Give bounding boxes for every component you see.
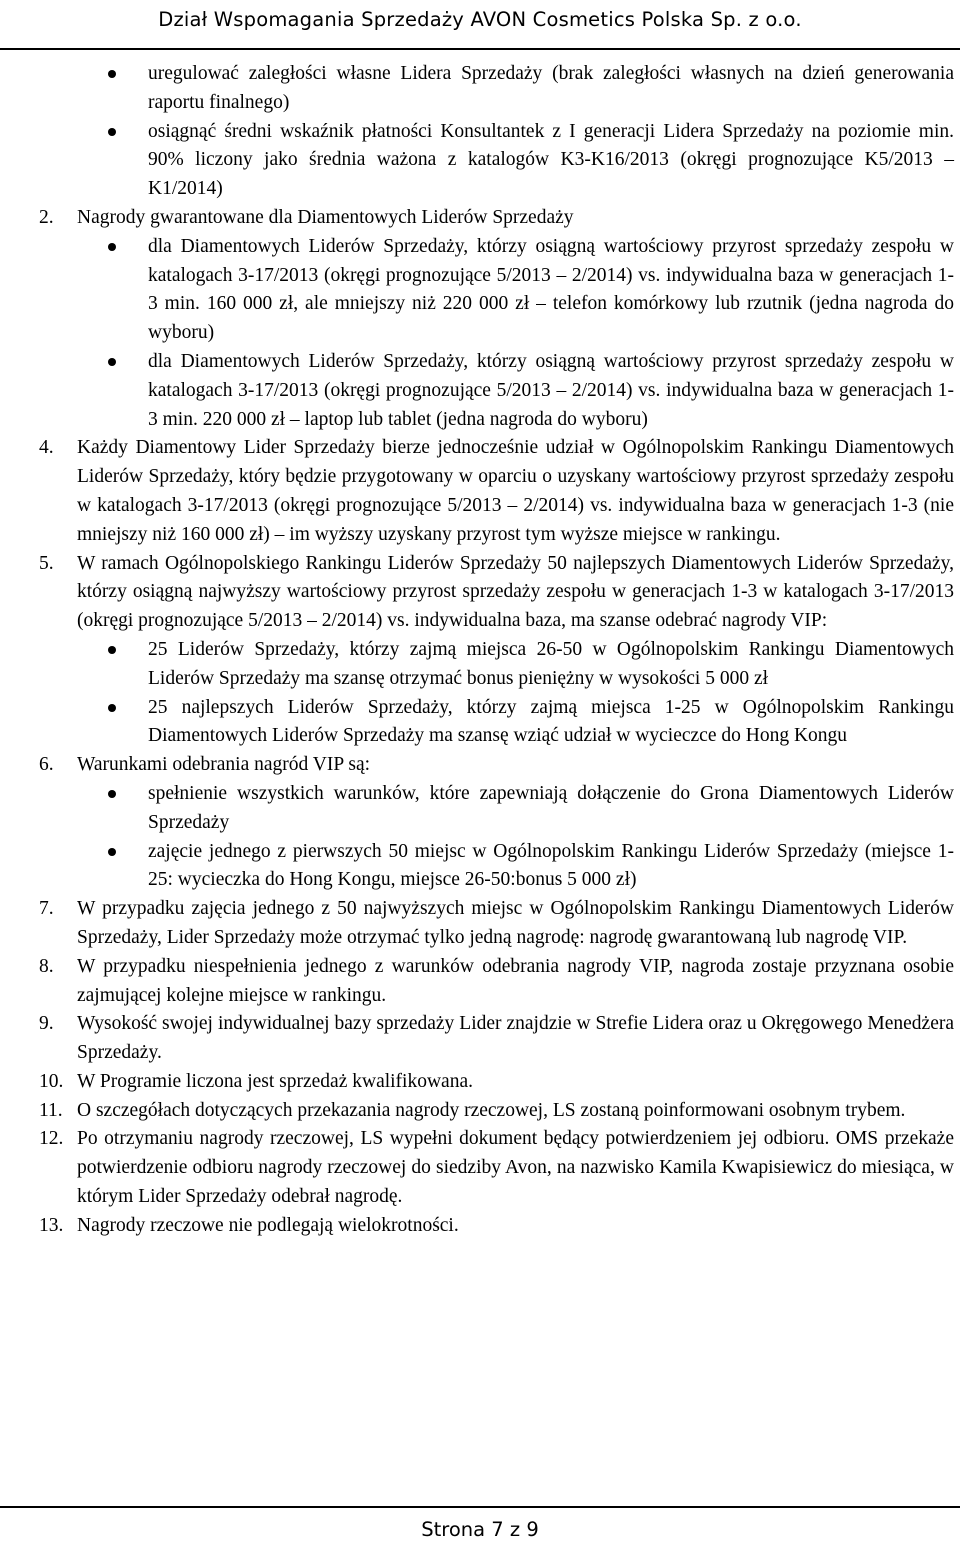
item-number: 2.: [39, 206, 54, 228]
item-number: 9.: [39, 1013, 54, 1035]
list-item: uregulować zaległości własne Lidera Sprzedaży (brak zaległości własnych na dzień generowania raportu finalnego): [39, 60, 954, 118]
list-item: 25 Liderów Sprzedaży, którzy zajmą miejsca 26-50 w Ogólnopolskim Rankingu Diamentowych Liderów Sprzedaży ma szansę otrzymać bonus pieniężny w wysokości 5 000 zł: [39, 636, 954, 694]
list-item: spełnienie wszystkich warunków, które zapewniają dołączenie do Grona Diamentowych Liderów Sprzedaży: [39, 780, 954, 838]
item-text: W ramach Ogólnopolskiego Rankingu Liderów Sprzedaży 50 najlepszych Diamentowych Liderów Sprzedaży, którzy osiągną najwyższy wartościowy przyrost sprzedaży zespołu w generacjach 1-3 w katalogach 3-17/2013 (okręgi prognozujące 5/2013 – 2/2014) vs. indywidualna baza, ma szanse odebrać nagrody VIP:: [77, 552, 954, 632]
numbered-item: [39, 1125, 954, 1211]
item-number: 5.: [39, 552, 54, 574]
list-item: 25 najlepszych Liderów Sprzedaży, którzy zajmą miejsca 1-25 w Ogólnopolskim Rankingu Diamentowych Liderów Sprzedaży ma szansę wziąć udział w wycieczce do Hong Kongu: [39, 694, 954, 752]
bullet-icon: [108, 704, 116, 712]
list-item: zajęcie jednego z pierwszych 50 miejsc w Ogólnopolskim Rankingu Liderów Sprzedaży (miejsce 1-25: wycieczka do Hong Kongu, miejsce 26-50:bonus 5 000 zł): [39, 838, 954, 896]
numbered-item: [39, 895, 954, 953]
item-text: W przypadku zajęcia jednego z 50 najwyższych miejsc w Ogólnopolskim Rankingu Diamentowych Liderów Sprzedaży, Lider Sprzedaży może otrzymać tylko jedną nagrodę: nagrodę gwarantowaną lub nagrodę VIP.: [77, 898, 954, 948]
list-item: dla Diamentowych Liderów Sprzedaży, którzy osiągną wartościowy przyrost sprzedaży zespołu w katalogach 3-17/2013 (okręgi prognozujące 5/2013 – 2/2014) vs. indywidualna baza w generacjach 1-3 min. 220 000 zł – laptop lub tablet (jedna nagroda do wyboru): [39, 348, 954, 434]
numbered-item: [39, 1212, 954, 1241]
item-number: 7.: [39, 898, 54, 920]
page-header: [0, 0, 960, 50]
header-title: Dział Wspomagania Sprzedaży AVON Cosmetics Polska Sp. z o.o.: [158, 8, 802, 31]
bullet-list: [39, 636, 954, 751]
list-item: osiągnąć średni wskaźnik płatności Konsultantek z I generacji Lidera Sprzedaży na poziomie min. 90% liczony jako średnia ważona z katalogów K3-K16/2013 (okręgi prognozujące K5/2013 – K1/2014): [39, 118, 954, 204]
numbered-item: [39, 751, 954, 780]
bullet-list: [39, 233, 954, 435]
item-text: Nagrody gwarantowane dla Diamentowych Liderów Sprzedaży: [77, 206, 574, 228]
bullet-list: [39, 780, 954, 895]
page-number: Strona 7 z 9: [421, 1518, 539, 1541]
item-number: 10.: [39, 1070, 64, 1092]
intro-bullet-list: [39, 60, 954, 204]
item-text: W Programie liczona jest sprzedaż kwalifikowana.: [77, 1070, 473, 1092]
item-text: O szczegółach dotyczących przekazania nagrody rzeczowej, LS zostaną poinformowani osobnym trybem.: [77, 1099, 906, 1121]
numbered-item: [39, 953, 954, 1011]
page-footer: [0, 1506, 960, 1555]
numbered-item: [39, 1068, 954, 1097]
item-text: W przypadku niespełnienia jednego z warunków odebrania nagrody VIP, nagroda zostaje przyznana osobie zajmującej kolejne miejsce w rankingu.: [77, 955, 954, 1006]
bullet-icon: [108, 70, 116, 78]
numbered-item: [39, 204, 954, 233]
bullet-icon: [108, 790, 116, 798]
document-body: [39, 60, 954, 1241]
item-text: Warunkami odebrania nagród VIP są:: [77, 754, 371, 776]
numbered-item: [39, 1097, 954, 1126]
item-number: 6.: [39, 754, 54, 776]
item-text: Każdy Diamentowy Lider Sprzedaży bierze jednocześnie udział w Ogólnopolskim Rankingu Diamentowych Liderów Sprzedaży, który będzie przygotowany w oparciu o uzyskany wartościowy przyrost sprzedaży zespołu w katalogach 3-17/2013 (okręgi prognozujące 5/2013 – 2/2014) vs. indywidualna baza w generacjach 1-3 (nie mniejszy niż 160 000 zł) – im wyższy uzyskany przyrost tym wyższe miejsce w rankingu.: [77, 437, 954, 545]
item-number: 11.: [39, 1099, 63, 1121]
bullet-icon: [108, 358, 116, 366]
item-number: 12.: [39, 1128, 64, 1150]
bullet-icon: [108, 128, 116, 136]
item-text: Wysokość swojej indywidualnej bazy sprzedaży Lider znajdzie w Strefie Lidera oraz u Okręgowego Menedżera Sprzedaży.: [77, 1013, 954, 1064]
bullet-icon: [108, 848, 116, 856]
numbered-item: [39, 1010, 954, 1068]
bullet-icon: [108, 243, 116, 251]
list-item: dla Diamentowych Liderów Sprzedaży, którzy osiągną wartościowy przyrost sprzedaży zespołu w katalogach 3-17/2013 (okręgi prognozujące 5/2013 – 2/2014) vs. indywidualna baza w generacjach 1-3 min. 160 000 zł, ale mniejszy niż 220 000 zł – telefon komórkowy lub rzutnik (jedna nagroda do wyboru): [39, 233, 954, 348]
numbered-item: [39, 550, 954, 636]
item-text: Po otrzymaniu nagrody rzeczowej, LS wypełni dokument będący potwierdzeniem jej odbioru. OMS przekaże potwierdzenie odbioru nagrody rzeczowej do siedziby Avon, na nazwisko Kamila Kwapisiewicz do miesiąca, w którym Lider Sprzedaży odebrał nagrodę.: [77, 1128, 954, 1208]
item-text: Nagrody rzeczowe nie podlegają wielokrotności.: [77, 1214, 459, 1236]
numbered-item: [39, 434, 954, 549]
bullet-icon: [108, 646, 116, 654]
item-number: 4.: [39, 437, 54, 459]
item-number: 13.: [39, 1214, 64, 1236]
item-number: 8.: [39, 955, 54, 977]
